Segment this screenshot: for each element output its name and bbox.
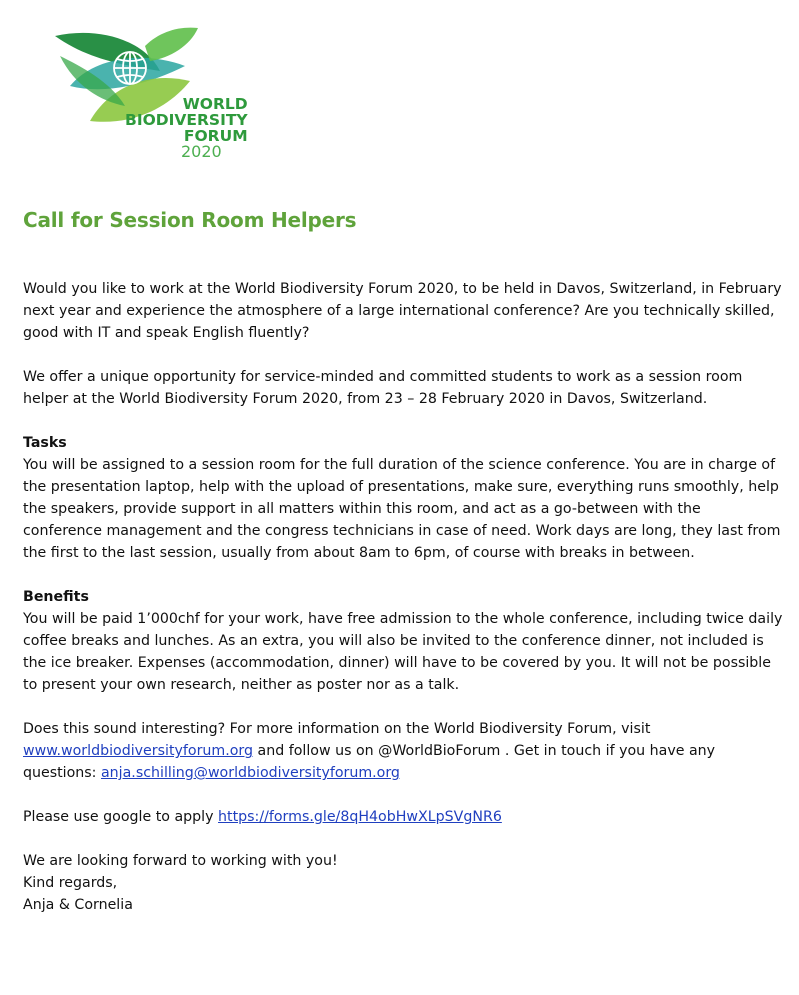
- globe-icon: [114, 52, 146, 84]
- regards-line: Kind regards,: [23, 875, 118, 891]
- forum-logo: [50, 26, 248, 171]
- logo-line-year: 2020: [180, 142, 222, 161]
- intro-paragraph: Would you like to work at the World Biodiversity Forum 2020, to be held in Davos, Switzerland, in February next year and experience the atmosphere of a large international conference? Are you technically skilled, good with IT and speak English fluently?: [23, 281, 782, 341]
- website-link[interactable]: www.worldbiodiversityforum.org: [23, 743, 254, 759]
- apply-paragraph: [23, 806, 783, 828]
- logo-line-biodiversity: BIODIVERSITY: [125, 111, 248, 129]
- tasks-text: You will be assigned to a session room for the full duration of the science conference. You are in charge of the presentation laptop, help with the upload of presentations, make sure, everything runs smoothly, help the speakers, provide support in all matters within this room, and act as a go-between with the conference management and the congress technicians in case of need. Work days are long, they last from the first to the last session, usually from about 8am to 6pm, of course with breaks in between.: [23, 457, 781, 561]
- letter-body: [23, 278, 783, 916]
- apply-pre: Please use google to apply: [23, 809, 219, 825]
- logo-wordmark: [125, 95, 248, 161]
- tasks-heading: Tasks: [23, 435, 67, 451]
- email-link[interactable]: anja.schilling@worldbiodiversityforum.org: [100, 765, 400, 781]
- signature-line: Anja & Cornelia: [23, 897, 133, 913]
- contact-paragraph: [23, 718, 783, 784]
- tasks-section: [23, 432, 783, 564]
- logo-line-forum: FORUM: [183, 127, 248, 145]
- contact-mid: and follow us on @WorldBioForum . Get in touch if you have any questions:: [23, 743, 716, 781]
- contact-pre: Does this sound interesting? For more information on the World Biodiversity Forum, visit: [23, 721, 651, 737]
- apply-form-link[interactable]: https://forms.gle/8qH4obHwXLpSVgNR6: [218, 809, 502, 825]
- benefits-text: You will be paid 1’000chf for your work, have free admission to the whole conference, including twice daily coffee breaks and lunches. As an extra, you will also be invited to the conference dinner, not included is the ice breaker. Expenses (accommodation, dinner) will have to be covered by you. It will not be possible to present your own research, neither as poster nor as a talk.: [23, 611, 783, 693]
- benefits-section: [23, 586, 783, 696]
- logo-line-world: WORLD: [182, 95, 248, 113]
- offer-paragraph: We offer a unique opportunity for service-minded and committed students to work as a session room helper at the World Biodiversity Forum 2020, from 23 – 28 February 2020 in Davos, Switzerland.: [23, 369, 743, 407]
- closing: [23, 850, 783, 916]
- closing-line: We are looking forward to working with you!: [23, 853, 338, 869]
- page-title: Call for Session Room Helpers: [23, 208, 357, 232]
- benefits-heading: Benefits: [23, 589, 89, 605]
